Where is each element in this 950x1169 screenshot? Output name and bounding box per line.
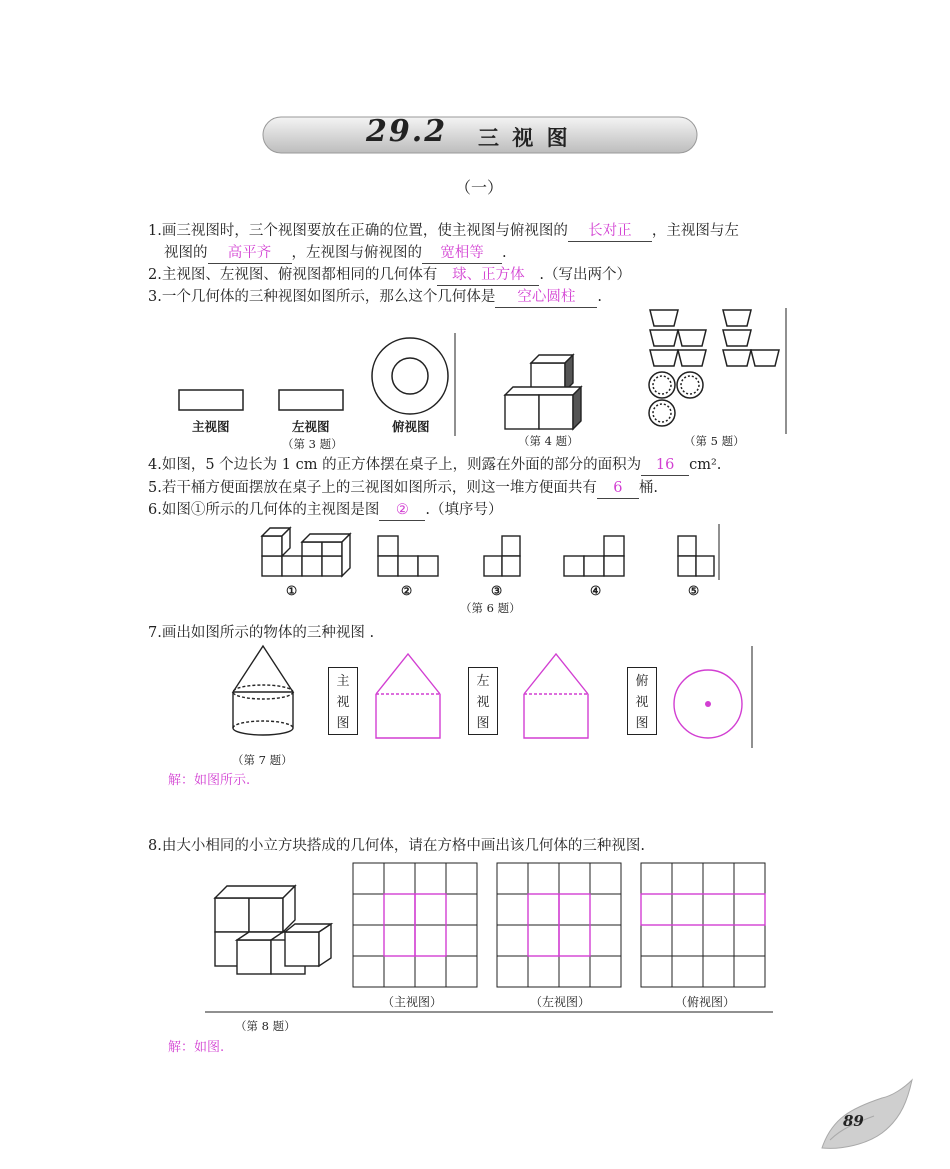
question-2: 2.主视图、左视图、俯视图都相同的几何体有 球、正方体 .（写出两个） <box>148 265 631 286</box>
page-corner-decoration <box>812 1078 917 1158</box>
answer-5: 6 <box>597 478 639 499</box>
question-8: 8.由大小相同的小立方块搭成的几何体，请在方格中画出该几何体的三种视图. <box>148 838 645 854</box>
fig6-caption: （第 6 题） <box>460 601 521 615</box>
top-view-outer-circle <box>372 338 448 414</box>
figure-4 <box>505 353 595 431</box>
answer-2: 球、正方体 <box>437 265 539 286</box>
fig6-label-1: ① <box>286 583 298 598</box>
left-view-rect <box>279 390 343 410</box>
answer-4: 16 <box>641 455 689 476</box>
fig8-caption: （第 8 题） <box>235 1019 296 1033</box>
answer-1a: 长对正 <box>568 221 652 242</box>
answer-3: 空心圆柱 <box>495 287 597 308</box>
section-title: 三 视 图 <box>478 125 571 150</box>
fig7-front-box: 主 视 图 <box>328 667 358 735</box>
fig6-label-2: ② <box>401 583 413 598</box>
fig4-caption: （第 4 题） <box>518 434 579 448</box>
answer-6: ② <box>379 500 425 521</box>
question-6: 6.如图①所示的几何体的主视图是图 ② .（填序号） <box>148 500 502 521</box>
figure-6 <box>258 522 723 582</box>
fig3-front-label: 主视图 <box>192 419 230 434</box>
answer-1c: 宽相等 <box>422 243 502 264</box>
fig6-label-3: ③ <box>491 583 503 598</box>
answer-1b: 高平齐 <box>208 243 292 264</box>
question-4: 4.如图，5 个边长为 1 cm 的正方体摆在桌子上，则露在外面的部分的面积为 16 cm². <box>148 455 721 476</box>
fig7-left-box: 左 视 图 <box>468 667 498 735</box>
front-view-grid <box>352 862 482 988</box>
top-view-caption: （俯视图） <box>675 995 736 1009</box>
top-view-inner-circle <box>392 358 428 394</box>
question-5: 5.若干桶方便面摆放在桌子上的三视图如图所示，则这一堆方便面共有 6 桶. <box>148 478 658 499</box>
fig6-label-4: ④ <box>590 583 602 598</box>
fig3-left-label: 左视图 <box>292 419 330 434</box>
fig5-caption: （第 5 题） <box>684 434 745 448</box>
fig6-label-5: ⑤ <box>688 583 700 598</box>
fig7-caption: （第 7 题） <box>232 753 293 767</box>
fig3-caption: （第 3 题） <box>282 437 343 451</box>
left-view-grid <box>496 862 626 988</box>
top-view-grid <box>640 862 770 988</box>
solution-7: 解：如图所示. <box>168 773 251 788</box>
question-1-line-1: 1.画三视图时，三个视图要放在正确的位置，使主视图与俯视图的 长对正 ，主视图与左 <box>148 221 739 242</box>
question-1-line-2: 视图的 高平齐 ，左视图与俯视图的 宽相等 . <box>164 243 507 264</box>
left-view-caption: （左视图） <box>530 995 591 1009</box>
section-number: 29.2 <box>366 114 448 149</box>
fig7-top-box: 俯 视 图 <box>627 667 657 735</box>
question-3: 3.一个几何体的三种视图如图所示，那么这个几何体是 空心圆柱 . <box>148 287 602 308</box>
question-7: 7.画出如图所示的物体的三种视图 . <box>148 625 375 641</box>
page-number: 89 <box>843 1112 864 1130</box>
front-view-rect <box>179 390 243 410</box>
fig3-top-label: 俯视图 <box>392 419 430 434</box>
solution-8: 解：如图. <box>168 1040 225 1055</box>
front-view-caption: （主视图） <box>382 995 443 1009</box>
figure-5 <box>640 306 790 436</box>
section-subtitle: （一） <box>455 178 504 197</box>
